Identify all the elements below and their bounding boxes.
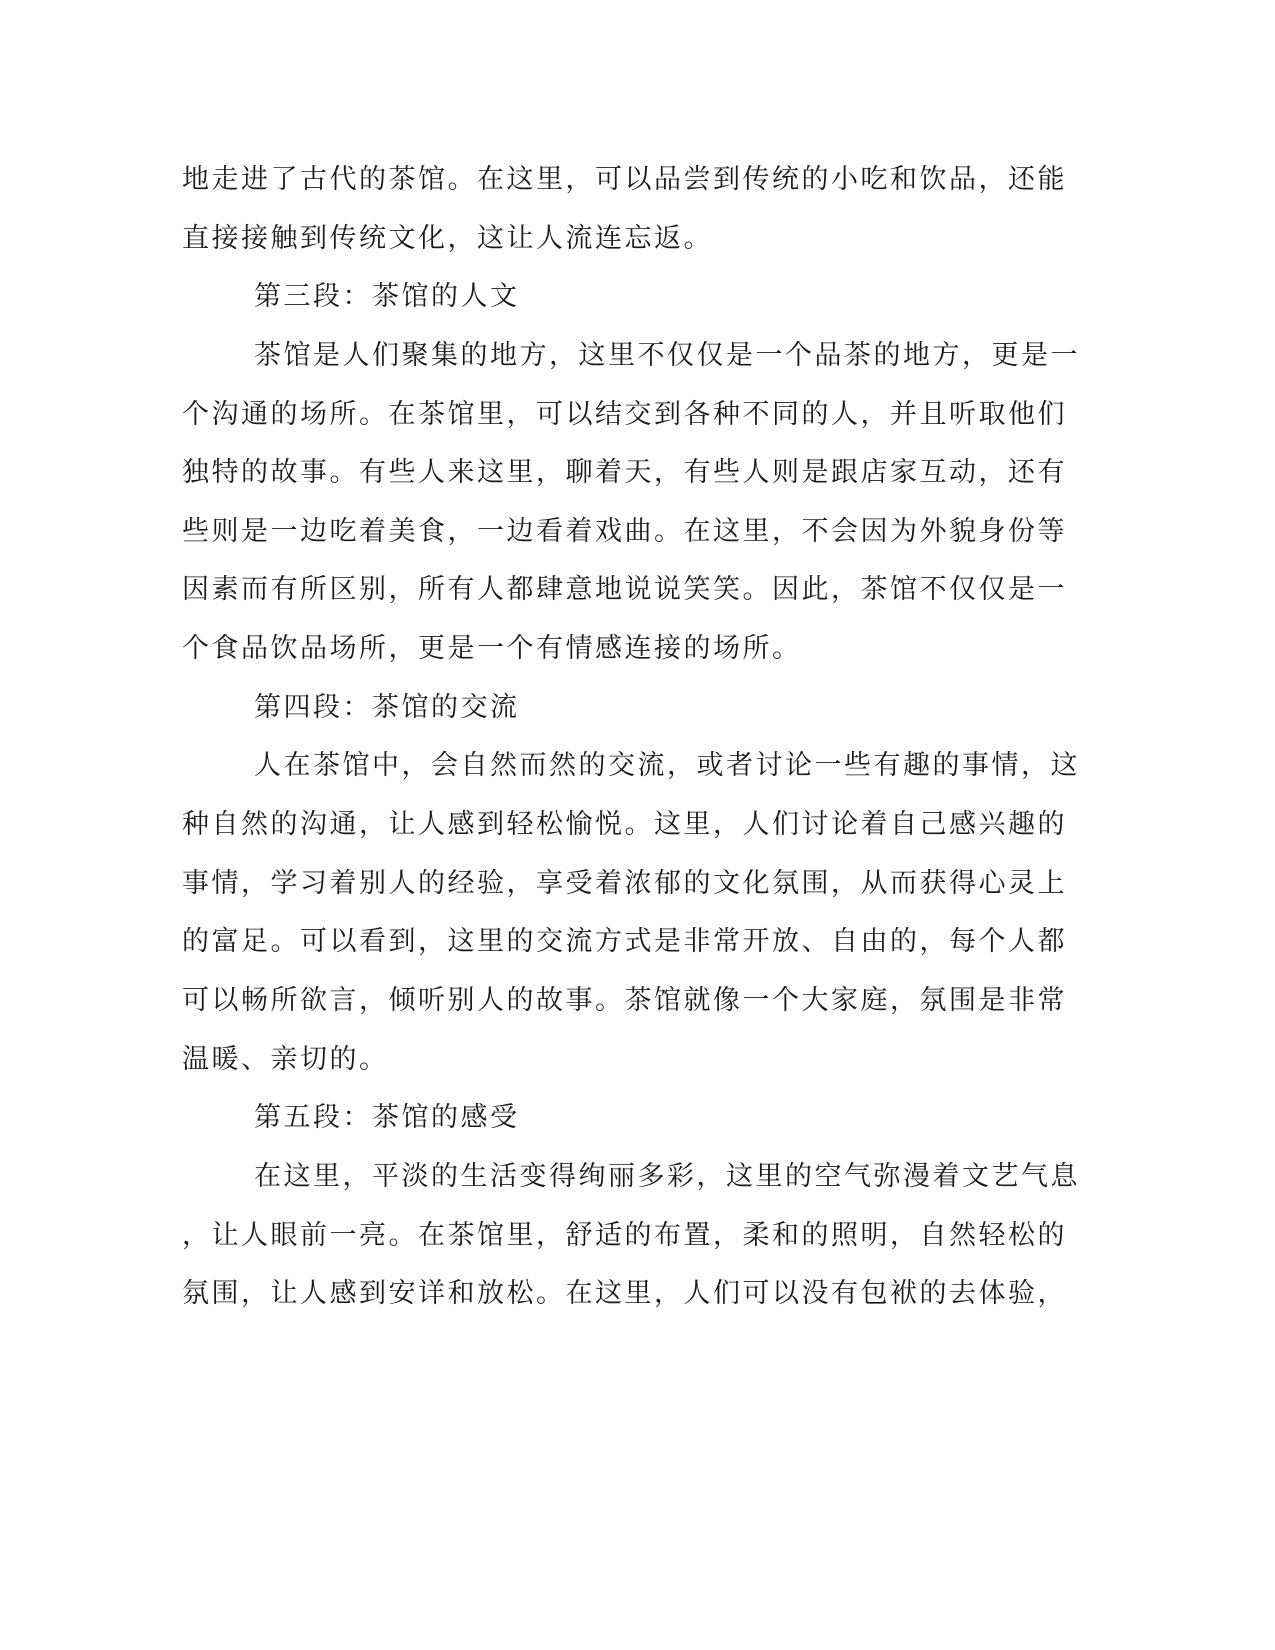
paragraph-line: 在这里，平淡的生活变得绚丽多彩，这里的空气弥漫着文艺气息 (254, 1161, 1080, 1192)
paragraph-line: 事情，学习着别人的经验，享受着浓郁的文化氛围，从而获得心灵上 (182, 868, 1067, 899)
paragraph-line: 种自然的沟通，让人感到轻松愉悦。这里，人们讨论着自己感兴趣的 (182, 809, 1067, 840)
paragraph-line: 直接接触到传统文化，这让人流连忘返。 (182, 223, 713, 254)
paragraph-line: 温暖、亲切的。 (182, 1044, 389, 1075)
paragraph-line: 个沟通的场所。在茶馆里，可以结交到各种不同的人，并且听取他们 (182, 399, 1067, 430)
paragraph-line: 人在茶馆中，会自然而然的交流，或者讨论一些有趣的事情，这 (254, 750, 1080, 781)
paragraph-line: 的富足。可以看到，这里的交流方式是非常开放、自由的，每个人都 (182, 926, 1067, 957)
paragraph-line: 个食品饮品场所，更是一个有情感连接的场所。 (182, 633, 802, 664)
section-heading-5: 第五段：茶馆的感受 (254, 1102, 520, 1133)
paragraph-line: 氛围，让人感到安详和放松。在这里，人们可以没有包袱的去体验， (182, 1278, 1067, 1309)
paragraph-line: 因素而有所区别，所有人都肆意地说说笑笑。因此，茶馆不仅仅是一 (182, 574, 1067, 605)
section-heading-3: 第三段：茶馆的人文 (254, 281, 520, 312)
paragraph-line: ，让人眼前一亮。在茶馆里，舒适的布置，柔和的照明，自然轻松的 (182, 1220, 1067, 1251)
paragraph-line: 地走进了古代的茶馆。在这里，可以品尝到传统的小吃和饮品，还能 (182, 164, 1067, 195)
section-heading-4: 第四段：茶馆的交流 (254, 692, 520, 723)
paragraph-line: 独特的故事。有些人来这里，聊着天，有些人则是跟店家互动，还有 (182, 457, 1067, 488)
paragraph-line: 些则是一边吃着美食，一边看着戏曲。在这里，不会因为外貌身份等 (182, 516, 1067, 547)
paragraph-line: 可以畅所欲言，倾听别人的故事。茶馆就像一个大家庭，氛围是非常 (182, 985, 1067, 1016)
paragraph-line: 茶馆是人们聚集的地方，这里不仅仅是一个品茶的地方，更是一 (254, 340, 1080, 371)
